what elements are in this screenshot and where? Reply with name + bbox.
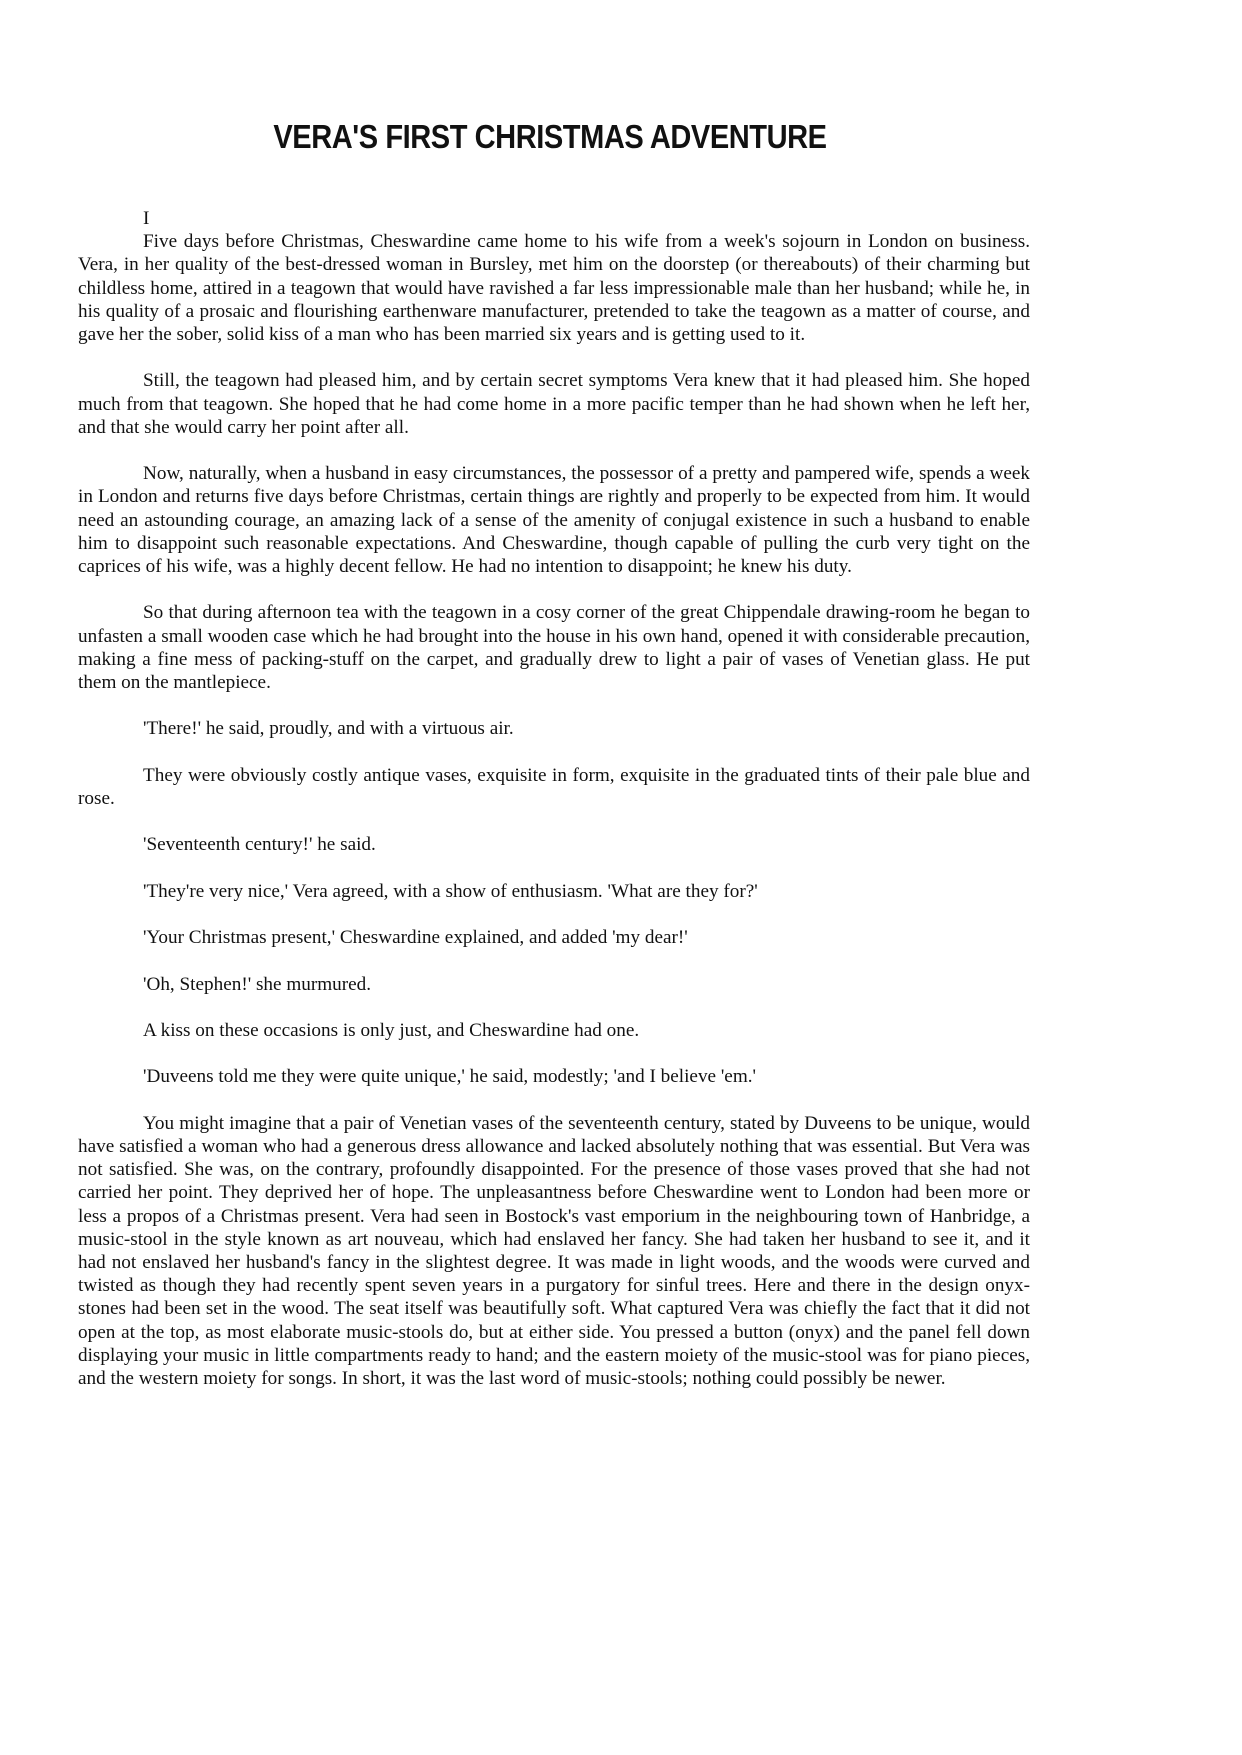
paragraph: 'There!' he said, proudly, and with a virtuous air. [143, 718, 514, 740]
paragraph: 'Duveens told me they were quite unique,' he said, modestly; 'and I believe 'em.' [143, 1066, 756, 1088]
section-number: I [143, 208, 150, 229]
paragraph: Still, the teagown had pleased him, and by certain secret symptoms Vera knew that it had pleased him. She hoped much from that teagown. She hoped that he had come home in a more pacific temper than he had shown when he left her, and that she would carry her point after all. [78, 370, 1030, 438]
paragraph: 'Oh, Stephen!' she murmured. [143, 973, 372, 995]
paragraph: You might imagine that a pair of Venetian vases of the seventeenth century, stated by Duveens to be unique, would have satisfied a woman who had a generous dress allowance and lacked absolutely nothing that was essential. But Vera was not satisfied. She was, on the contrary, profoundly disappointed. For the presence of those vases proved that she had not carried her point. They deprived her of hope. The unpleasantness before Cheswardine went to London had been more or less a propos of a Christmas present. Vera had seen in Bostock's vast emporium in the neighbouring town of Hanbridge, a music-stool in the style known as art nouveau, which had enslaved her fancy. She had taken her husband to see it, and it had not enslaved her husband's fancy in the slightest degree. It was made in light woods, and the woods were curved and twisted as though they had recently spent seven years in a purgatory for sinful trees. Here and there in the design onyx-stones had been set in the wood. The seat itself was beautifully soft. What captured Vera was chiefly the fact that it did not open at the top, as most elaborate music-stools do, but at either side. You pressed a button (onyx) and the panel fell down displaying your music in little compartments ready to hand; and the eastern moiety of the music-stool was for piano pieces, and the western moiety for songs. In short, it was the last word of music-stools; nothing could possibly be newer. [78, 1112, 1030, 1389]
story-title: VERA'S FIRST CHRISTMAS ADVENTURE [273, 118, 827, 155]
paragraph: They were obviously costly antique vases, exquisite in form, exquisite in the graduated tints of their pale blue and rose. [78, 764, 1030, 809]
paragraph: 'They're very nice,' Vera agreed, with a show of enthusiasm. 'What are they for?' [143, 880, 758, 902]
paragraph: 'Seventeenth century!' he said. [143, 834, 376, 856]
paragraph: Now, naturally, when a husband in easy circumstances, the possessor of a pretty and pampered wife, spends a week in London and returns five days before Christmas, certain things are rightly and properly to be expected from him. It would need an astounding courage, an amazing lack of a sense of the amenity of conjugal existence in such a husband to enable him to disappoint such reasonable expectations. And Cheswardine, though capable of pulling the curb very tight on the caprices of his wife, was a highly decent fellow. He had no intention to disappoint; he knew his duty. [78, 463, 1030, 578]
paragraph: 'Your Christmas present,' Cheswardine explained, and added 'my dear!' [143, 927, 688, 949]
paragraph: So that during afternoon tea with the teagown in a cosy corner of the great Chippendale drawing-room he began to unfasten a small wooden case which he had brought into the house in his own hand, opened it with considerable precaution, making a fine mess of packing-stuff on the carpet, and gradually drew to light a pair of vases of Venetian glass. He put them on the mantlepiece. [78, 602, 1030, 694]
paragraph: Five days before Christmas, Cheswardine came home to his wife from a week's sojourn in London on business. Vera, in her quality of the best-dressed woman in Bursley, met him on the doorstep (or thereabouts) of their charming but childless home, attired in a teagown that would have ravished a far less impressionable male than her husband; while he, in his quality of a prosaic and flourishing earthenware manufacturer, pretended to take the teagown as a matter of course, and gave her the sober, solid kiss of a man who has been married six years and is getting used to it. [78, 231, 1030, 346]
paragraph: A kiss on these occasions is only just, and Cheswardine had one. [143, 1019, 640, 1041]
story-body [78, 207, 1030, 1413]
